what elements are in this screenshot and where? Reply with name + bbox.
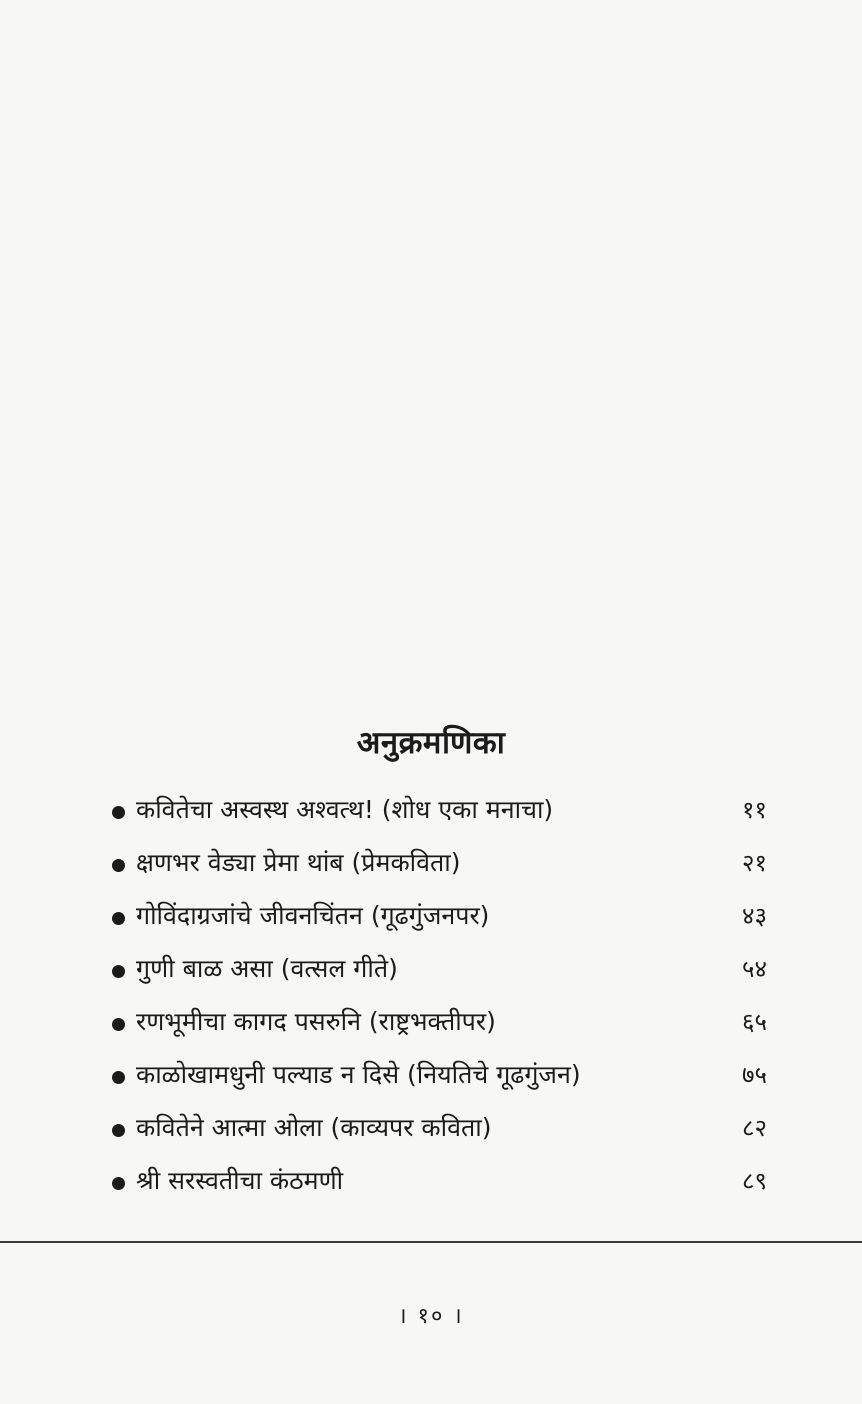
toc-entry-page: ८२ xyxy=(742,1114,767,1142)
toc-entry xyxy=(112,1108,802,1161)
toc-entry xyxy=(112,949,802,1002)
toc-entry-title: श्री सरस्वतीचा कंठमणी xyxy=(136,1166,344,1195)
toc-entry xyxy=(112,790,802,843)
footer-divider xyxy=(0,1241,862,1243)
toc-entry-page: ८९ xyxy=(742,1167,767,1195)
toc-entry xyxy=(112,896,802,949)
bullet-icon xyxy=(112,859,125,872)
bullet-icon xyxy=(112,1071,125,1084)
toc-entry-page: ११ xyxy=(742,796,767,824)
toc-entry xyxy=(112,843,802,896)
toc-entry xyxy=(112,1002,802,1055)
toc-entry xyxy=(112,1161,802,1214)
page-number: । १० । xyxy=(398,1304,464,1329)
toc-entry-page: ६५ xyxy=(742,1008,767,1036)
toc-entry-title: कवितेचा अस्वस्थ अश्वत्थ! (शोध एका मनाचा) xyxy=(136,795,554,824)
toc-entry-page: २१ xyxy=(742,849,767,877)
toc-entry-title: कवितेने आत्मा ओला (काव्यपर कविता) xyxy=(136,1113,492,1142)
page-title: अनुक्रमणिका xyxy=(356,724,506,761)
toc-entry-page: ४३ xyxy=(742,902,767,930)
toc-entry-title: क्षणभर वेड्या प्रेमा थांब (प्रेमकविता) xyxy=(136,848,461,877)
toc-entry xyxy=(112,1055,802,1108)
toc-entry-title: गोविंदाग्रजांचे जीवनचिंतन (गूढगुंजनपर) xyxy=(136,901,490,930)
toc-entry-page: ५४ xyxy=(742,955,767,983)
bullet-icon xyxy=(112,1018,125,1031)
toc-entry-page: ७५ xyxy=(742,1061,767,1089)
bullet-icon xyxy=(112,1124,125,1137)
bullet-icon xyxy=(112,965,125,978)
toc-entry-title: गुणी बाळ असा (वत्सल गीते) xyxy=(136,954,398,983)
toc-entry-title: रणभूमीचा कागद पसरुनि (राष्ट्रभक्तीपर) xyxy=(136,1007,496,1036)
bullet-icon xyxy=(112,806,125,819)
toc-entry-title: काळोखामधुनी पल्याड न दिसे (नियतिचे गूढगुंजन) xyxy=(136,1060,581,1089)
bullet-icon xyxy=(112,912,125,925)
toc-list xyxy=(112,790,802,1214)
bullet-icon xyxy=(112,1177,125,1190)
